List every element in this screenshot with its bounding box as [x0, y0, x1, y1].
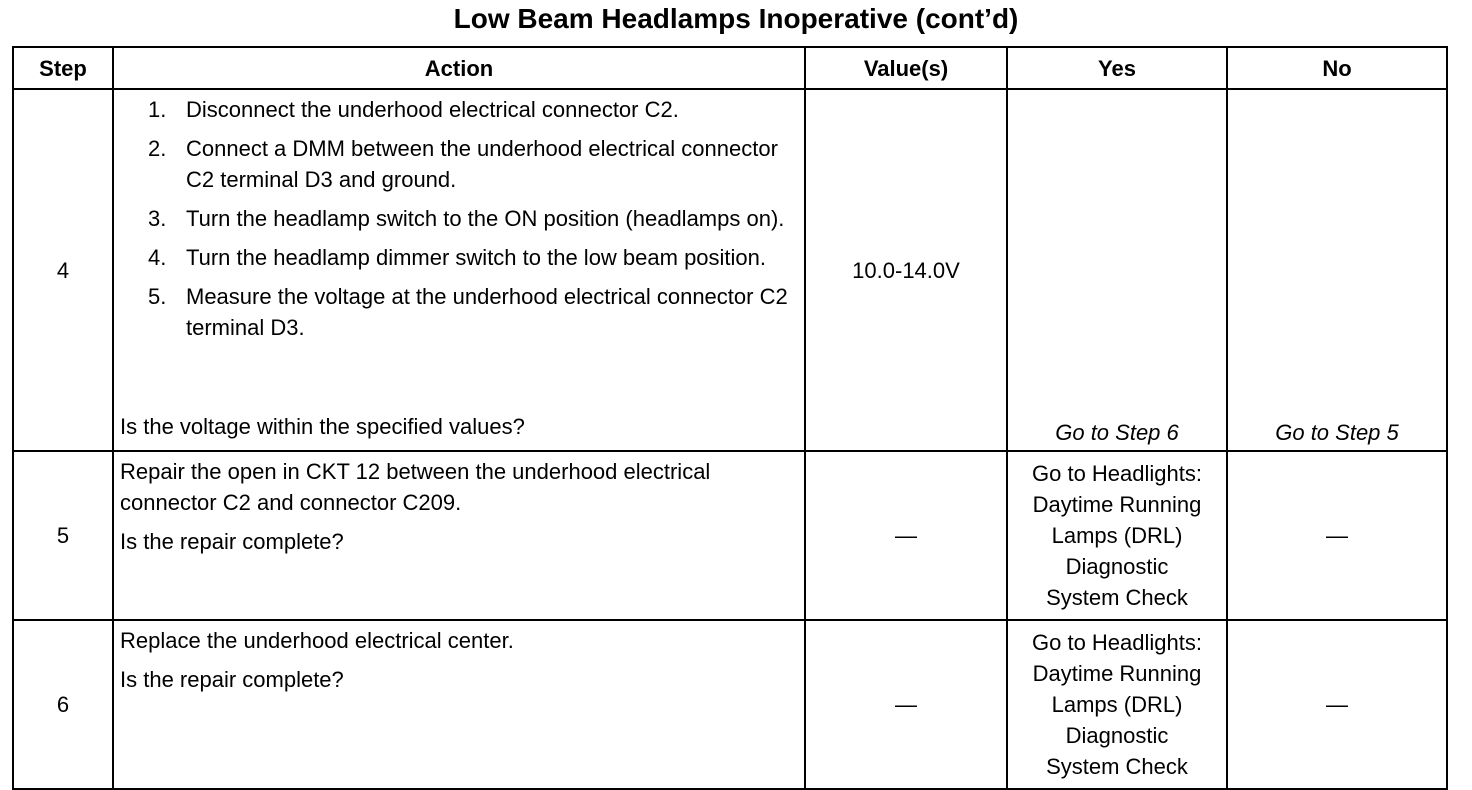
yes-cell [1007, 451, 1227, 620]
question-text: Is the voltage within the specified values? [120, 414, 525, 439]
yes-line: System Check [1046, 585, 1188, 610]
step-number: 4 [13, 89, 113, 451]
no-cell: — [1227, 620, 1447, 789]
header-no: No [1227, 47, 1447, 89]
yes-line: Diagnostic [1065, 554, 1169, 579]
yes-line: Daytime Running [1032, 661, 1202, 686]
page-title: Low Beam Headlamps Inoperative (cont’d) [453, 3, 1019, 34]
table-row [13, 451, 1447, 620]
item-number: 5. [148, 284, 167, 309]
action-text: Repair the open in CKT 12 between the underhood electrical connector C2 and connector C209. [120, 459, 711, 515]
action-cell [113, 620, 805, 789]
step-number: 6 [13, 620, 113, 789]
action-steps-list [120, 94, 796, 343]
yes-cell [1007, 620, 1227, 789]
value-cell: — [805, 620, 1007, 789]
yes-line: Go to Headlights: [1032, 461, 1202, 486]
header-action: Action [113, 47, 805, 89]
action-cell [113, 89, 805, 451]
item-number: 2. [148, 136, 167, 161]
yes-line: System Check [1046, 754, 1188, 779]
question-text: Is the repair complete? [120, 667, 344, 692]
yes-line: Lamps (DRL) [1051, 692, 1183, 717]
action-text: Replace the underhood electrical center. [120, 628, 514, 653]
yes-line: Daytime Running [1032, 492, 1202, 517]
list-item [148, 133, 796, 195]
no-cell: — [1227, 451, 1447, 620]
yes-line: Go to Headlights: [1032, 630, 1202, 655]
item-text: Connect a DMM between the underhood electrical connector C2 terminal D3 and ground. [186, 136, 778, 192]
header-value: Value(s) [805, 47, 1007, 89]
table-row [13, 89, 1447, 451]
value-cell: 10.0-14.0V [805, 89, 1007, 451]
step-number: 5 [13, 451, 113, 620]
value-cell: — [805, 451, 1007, 620]
header-step: Step [13, 47, 113, 89]
item-text: Turn the headlamp dimmer switch to the low beam position. [186, 245, 767, 270]
yes-line: Diagnostic [1065, 723, 1169, 748]
list-item [148, 94, 796, 125]
header-yes: Yes [1007, 47, 1227, 89]
no-cell: Go to Step 5 [1227, 89, 1447, 451]
item-number: 3. [148, 206, 167, 231]
item-text: Measure the voltage at the underhood electrical connector C2 terminal D3. [186, 284, 788, 340]
list-item [148, 203, 796, 234]
yes-line: Lamps (DRL) [1051, 523, 1183, 548]
list-item [148, 242, 796, 273]
diagnostic-table [12, 46, 1448, 790]
item-number: 4. [148, 245, 167, 270]
header-row [13, 47, 1447, 89]
question-text: Is the repair complete? [120, 529, 344, 554]
item-number: 1. [148, 97, 167, 122]
item-text: Turn the headlamp switch to the ON position (headlamps on). [186, 206, 785, 231]
table-row [13, 620, 1447, 789]
action-cell [113, 451, 805, 620]
item-text: Disconnect the underhood electrical connector C2. [186, 97, 679, 122]
yes-cell: Go to Step 6 [1007, 89, 1227, 451]
list-item [148, 281, 796, 343]
